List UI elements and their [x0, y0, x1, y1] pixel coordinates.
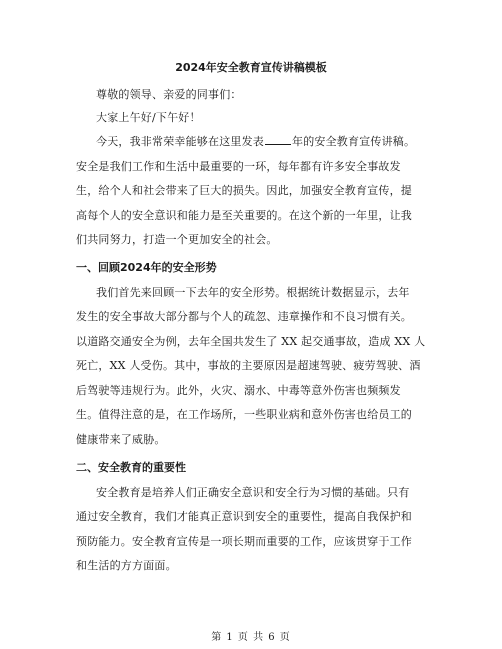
section-1-line: 发生的安全事故大部分都与个人的疏忽、违章操作和不良习惯有关。: [76, 310, 412, 323]
greeting: 尊敬的领导、亲爱的同事们：: [96, 88, 242, 101]
page-footer: 第 1 页 共 6 页: [211, 632, 291, 643]
section-1-line: 死亡，XX 人受伤。其中，事故的主要原因是超速驾驶、疲劳驾驶、酒: [76, 359, 421, 372]
section-2-line: 通过安全教育，我们才能真正意识到安全的重要性，提高自我保护和: [76, 510, 412, 523]
intro-line-4: 高每个人的安全意识和能力是至关重要的。在这个新的一年里，让我: [76, 209, 412, 222]
section-2-line: 预防能力。安全教育宣传是一项长期而重要的工作，应该贯穿于工作: [76, 535, 412, 548]
intro-line-3: 生，给个人和社会带来了巨大的损失。因此，加强安全教育宣传，提: [76, 184, 412, 197]
intro-line-5: 们共同努力，打造一个更加安全的社会。: [76, 233, 278, 246]
fill-in-blank: [265, 134, 291, 145]
section-1-line: 我们首先来回顾一下去年的安全形势。根据统计数据显示，去年: [96, 286, 410, 299]
section-2-heading: 二、安全教育的重要性: [76, 461, 186, 474]
intro-line-1-a: 今天，我非常荣幸能够在这里发表: [96, 135, 264, 148]
section-1-heading: 一、回顾2024年的安全形势: [76, 261, 217, 274]
intro-line-1-b: 年的安全教育宣传讲稿。: [292, 135, 416, 148]
section-2-line: 和生活的方方面面。: [76, 559, 177, 572]
intro-line-2: 安全是我们工作和生活中最重要的一环，每年都有许多安全事故发: [76, 160, 401, 173]
document-title: 2024年安全教育宣传讲稿模板: [175, 61, 327, 74]
hello-line: 大家上午好/下午好！: [96, 111, 201, 124]
section-2-line: 安全教育是培养人们正确安全意识和安全行为习惯的基础。只有: [96, 486, 410, 499]
section-1-line: 后驾驶等违规行为。此外，火灾、溺水、中毒等意外伤害也频频发: [76, 384, 401, 397]
section-1-line: 以道路交通安全为例，去年全国共发生了 XX 起交通事故，造成 XX 人: [76, 335, 426, 348]
section-1-line: 健康带来了威胁。: [76, 433, 166, 446]
section-1-line: 生。值得注意的是，在工作场所，一些职业病和意外伤害也给员工的: [76, 408, 412, 421]
intro-line-1: [96, 134, 415, 150]
